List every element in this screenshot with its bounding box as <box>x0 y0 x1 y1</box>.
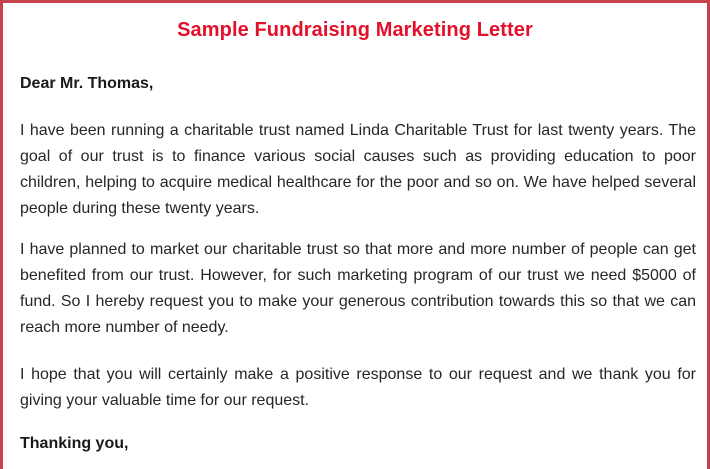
letter-closing: Thanking you, <box>20 435 129 452</box>
letter-salutation: Dear Mr. Thomas, <box>20 75 154 92</box>
letter-paragraph-3: I hope that you will certainly make a positive response to our request and we thank you for giving your valuable time for our request. <box>20 366 696 409</box>
letter-paragraph-2: I have planned to market our charitable trust so that more and more number of people can get benefited from our trust. However, for such marketing program of our trust we need $5000 of fund. So I hereby request you to make your generous contribution towards this so that we can reach more number of needy. <box>20 241 696 336</box>
letter-title: Sample Fundraising Marketing Letter <box>177 19 533 41</box>
letter-paragraph-1: I have been running a charitable trust named Linda Charitable Trust for last twenty years. The goal of our trust is to finance various social causes such as providing education to poor children, helping to acquire medical healthcare for the poor and so on. We have helped several people during these twenty years. <box>20 122 696 217</box>
